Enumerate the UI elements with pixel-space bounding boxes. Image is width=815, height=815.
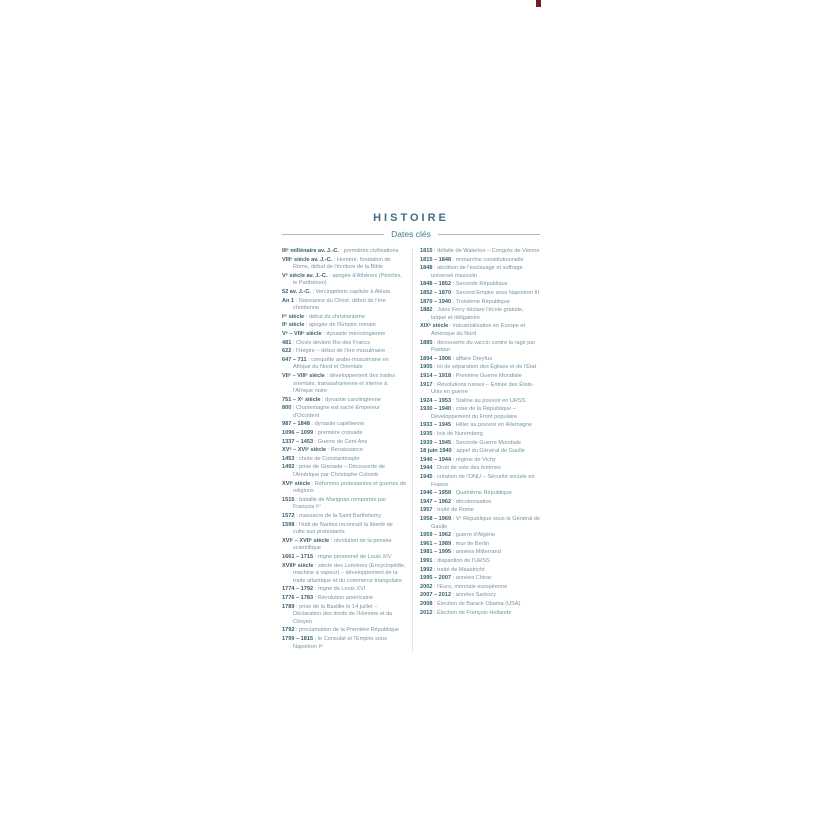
entry-separator: : — [451, 448, 457, 455]
timeline-entry — [420, 265, 540, 280]
timeline-entry — [420, 299, 540, 307]
entry-text: Vercingétorix capitule à Alésia — [315, 288, 390, 295]
entry-text: siècle des Lumières (Encyclopédie, machine à vapeur) – développement de la traite atlantique et du commerce triangulaire — [293, 562, 406, 584]
timeline-entry — [282, 497, 406, 512]
entry-date: IIᵉ siècle — [282, 322, 305, 329]
entry-separator: : — [326, 447, 331, 454]
timeline-entry — [420, 541, 540, 549]
entry-date: XVIᵉ – XVIIᵉ siècle — [282, 537, 330, 544]
timeline-entry — [282, 604, 406, 627]
entry-date: Vᵉ siècle av. J.-C. — [282, 272, 328, 279]
entry-text: Homère, fondation de Rome, début de l'écriture de la Bible — [293, 256, 391, 271]
entry-text: dynastie mérovingienne — [326, 330, 386, 337]
entry-separator: : — [432, 381, 438, 388]
timeline-entry — [420, 356, 540, 364]
entry-date: 1940 – 1944 — [420, 456, 452, 463]
timeline-entry — [420, 549, 540, 557]
entry-separator: : — [313, 430, 318, 437]
entry-text: création de l'ONU – Sécurité sociale en France — [431, 474, 535, 488]
entry-date: Iᵉʳ siècle — [282, 313, 305, 320]
timeline-entry — [282, 273, 406, 288]
entry-text: Révolution américaine — [317, 594, 374, 601]
entry-text: monarchie constitutionnelle — [455, 256, 524, 263]
entry-text: révolution de la pensée scientifique — [293, 537, 392, 552]
entry-date: 1946 – 1958 — [420, 490, 452, 497]
entry-date: 1958 – 1969 — [420, 516, 452, 522]
entry-separator: : — [291, 348, 297, 355]
entry-text: Hitler au pouvoir en Allemagne — [455, 422, 532, 429]
timeline-entry — [282, 405, 406, 420]
entry-separator: : — [291, 339, 297, 346]
timeline-entry — [282, 554, 406, 562]
timeline-entry — [420, 465, 540, 473]
entry-text: Jules Ferry déclare l'école gratuite, laïque et obligatoire — [431, 307, 524, 321]
page-title: HISTOIRE — [373, 212, 449, 224]
timeline-entry — [420, 431, 540, 439]
timeline-entry — [282, 248, 406, 256]
entry-date: 1991 — [420, 557, 433, 564]
entry-separator: : — [432, 600, 438, 607]
entry-date: 1789 — [282, 603, 295, 610]
entry-date: 1492 — [282, 464, 295, 471]
timeline-columns — [282, 248, 540, 652]
timeline-entry — [282, 456, 406, 464]
entry-separator: : — [294, 521, 300, 528]
entry-separator: : — [320, 396, 326, 403]
timeline-entry — [282, 595, 406, 603]
entry-separator: : — [451, 490, 456, 497]
entry-separator: : — [432, 465, 438, 472]
entry-separator: : — [294, 496, 300, 503]
timeline-entry — [420, 558, 540, 566]
entry-date: 1774 – 1792 — [282, 586, 314, 593]
entry-date: 1572 — [282, 513, 295, 519]
timeline-entry — [420, 340, 540, 355]
entry-separator: : — [327, 272, 333, 279]
entry-separator: : — [294, 603, 300, 610]
entry-separator: : — [451, 540, 456, 547]
entry-text: prise de Grenade – Découverte de l'Amérique par Christophe Colomb — [293, 464, 385, 479]
entry-separator: : — [432, 507, 438, 514]
timeline-entry — [282, 430, 406, 438]
entry-text: dynastie capétienne — [314, 421, 365, 428]
entry-separator: : — [432, 431, 438, 438]
timeline-entry — [282, 563, 406, 586]
timeline-entry — [420, 373, 540, 381]
timeline-entry — [282, 586, 406, 594]
entry-text: début du christianisme — [308, 313, 365, 320]
entry-date: 1337 – 1453 — [282, 438, 314, 445]
page-subtitle: Dates clés — [391, 229, 431, 239]
entry-date: 647 – 711 — [282, 356, 307, 363]
timeline-entry — [420, 499, 540, 507]
entry-separator: : — [294, 464, 300, 471]
entry-date: VIIᵉ – VIIIᵉ siècle — [282, 372, 325, 379]
subtitle-rule-right — [438, 234, 540, 235]
entry-date: 1515 — [282, 496, 295, 503]
entry-separator: : — [451, 298, 456, 305]
timeline-entry — [282, 439, 406, 447]
entry-text: Élection de Barack Obama (USA) — [437, 600, 521, 607]
entry-text: apogée d'Athènes (Périclès, le Parthénon) — [293, 272, 402, 287]
entry-text: traité de Rome — [437, 507, 474, 514]
entry-separator: : — [432, 566, 438, 573]
entry-date: 1852 – 1870 — [420, 289, 452, 296]
page-corner-mark — [536, 0, 541, 7]
entry-date: 1914 – 1918 — [420, 372, 452, 379]
timeline-entry — [420, 575, 540, 583]
entry-date: VIIIᵉ siècle av. J.-C. — [282, 256, 333, 263]
entry-separator: : — [294, 513, 300, 519]
entry-separator: : — [304, 313, 309, 320]
entry-date: 1885 — [420, 339, 433, 346]
entry-text: Quatrième République — [455, 490, 512, 497]
entry-date: 1945 — [420, 474, 433, 481]
entry-text: apogée de l'Empire romain — [309, 322, 376, 329]
entry-separator: : — [432, 364, 438, 371]
timeline-entry — [282, 331, 406, 339]
entry-text: dynastie carolingienne — [325, 396, 381, 403]
entry-text: abolition de l'esclavage et suffrage universel masculin — [431, 265, 523, 279]
entry-separator: : — [324, 372, 330, 379]
timeline-entry — [420, 474, 540, 489]
entry-text: défaite de Waterloo – Congrès de Vienne — [437, 248, 540, 254]
column-divider — [412, 249, 413, 651]
entry-text: Second Empire sous Napoléon III — [455, 289, 540, 296]
entry-separator: : — [294, 455, 300, 462]
entry-text: années Sarkozy — [455, 592, 496, 599]
entry-separator: : — [294, 627, 300, 634]
entry-separator: : — [321, 330, 327, 337]
entry-separator: : — [310, 421, 315, 428]
entry-text: première croisade — [317, 430, 363, 437]
entry-text: Révolutions russes – Entrée des États-Unis en guerre — [431, 381, 534, 396]
entry-separator: : — [304, 322, 309, 329]
entry-text: bataille de Marignan remportée par François Iᵉʳ — [293, 496, 387, 511]
entry-date: 1815 — [420, 248, 433, 254]
entry-text: Seconde République — [455, 281, 508, 288]
entry-text: Réformes protestantes et guerres de religions — [293, 480, 407, 495]
timeline-entry — [282, 322, 406, 330]
entry-separator: : — [310, 480, 315, 487]
entry-separator: : — [332, 256, 337, 263]
entry-text: décolonisation — [455, 498, 492, 505]
timeline-entry — [420, 323, 540, 338]
entry-text: Vᵉ République sous le Général de Gaulle — [431, 516, 540, 530]
timeline-entry — [420, 601, 540, 609]
entry-date: 1930 – 1940 — [420, 406, 452, 413]
timeline-entry — [420, 457, 540, 465]
timeline-column-right — [420, 248, 540, 652]
entry-date: 1939 – 1945 — [420, 439, 452, 446]
entry-text: Staline au pouvoir en URSS — [455, 397, 526, 404]
timeline-entry — [420, 507, 540, 515]
entry-separator: : — [329, 537, 334, 544]
timeline-entry — [420, 567, 540, 575]
entry-text: crise de la République – Développement du Front populaire — [431, 406, 518, 420]
entry-text: années Mitterrand — [455, 549, 501, 556]
entry-separator: : — [291, 405, 297, 412]
entry-separator: : — [451, 372, 456, 379]
entry-separator: : — [451, 289, 456, 296]
entry-separator: : — [313, 438, 318, 445]
timeline-entry — [282, 513, 406, 521]
entry-text: proclamation de la Première République — [299, 627, 399, 634]
entry-separator: : — [451, 406, 456, 413]
timeline-entry — [282, 627, 406, 635]
entry-separator: : — [451, 456, 456, 463]
entry-separator: : — [310, 288, 316, 295]
timeline-entry — [420, 290, 540, 298]
timeline-entry — [420, 281, 540, 289]
entry-date: 1848 — [420, 265, 433, 272]
entry-date: 1792 — [282, 627, 295, 634]
entry-text: Droit de vote des femmes — [437, 465, 501, 472]
entry-separator: : — [451, 575, 456, 582]
entry-separator: : — [448, 323, 453, 330]
timeline-entry — [282, 464, 406, 479]
timeline-entry — [420, 490, 540, 498]
entry-separator: : — [451, 256, 456, 263]
entry-date: An 1 — [282, 297, 295, 304]
entry-date: 1933 – 1945 — [420, 422, 452, 429]
timeline-entry — [282, 397, 406, 405]
entry-separator: : — [451, 281, 456, 288]
timeline-entry — [420, 382, 540, 397]
entry-text: premières civilisations — [343, 248, 399, 254]
timeline-entry — [282, 289, 406, 297]
entry-text: règne de Louis XVI — [317, 586, 366, 593]
entry-date: 18 juin 1940 — [420, 448, 452, 455]
entry-date: 1848 – 1852 — [420, 281, 452, 288]
entry-text: l'Euro, monnaie européenne — [437, 583, 508, 590]
entry-separator: : — [451, 592, 456, 599]
entry-text: Élection de François Hollande — [437, 609, 512, 616]
entry-date: 1661 – 1715 — [282, 553, 314, 560]
timeline-entry — [420, 532, 540, 540]
content-area — [282, 212, 540, 652]
entry-date: 1776 – 1783 — [282, 594, 314, 601]
timeline-entry — [420, 364, 540, 372]
entry-date: 1882 — [420, 307, 433, 314]
entry-separator: : — [432, 265, 438, 272]
entry-text: appel du Général de Gaulle — [456, 448, 525, 455]
entry-separator: : — [451, 355, 456, 362]
entry-date: 2002 — [420, 583, 433, 590]
entry-date: 1598 — [282, 521, 295, 528]
entry-date: 52 av. J.-C. — [282, 288, 311, 295]
entry-separator: : — [432, 474, 438, 481]
entry-separator: : — [432, 339, 438, 346]
entry-date: 987 – 1848 — [282, 421, 310, 428]
entry-text: Clovis devient Roi des Francs — [296, 339, 371, 346]
entry-date: 1947 – 1962 — [420, 498, 452, 505]
entry-separator: : — [313, 635, 318, 642]
entry-text: Charlemagne est sacré Empereur d'Occident — [293, 405, 380, 419]
entry-date: 1453 — [282, 455, 295, 462]
entry-date: XVIIIᵉ siècle — [282, 562, 314, 569]
entry-separator: : — [451, 439, 456, 446]
entry-text: Seconde Guerre Mondiale — [455, 439, 522, 446]
entry-text: l'édit de Nantes reconnaît la liberté de culte aux protestants — [293, 521, 393, 536]
entry-text: disparition de l'URSS — [437, 557, 490, 564]
entry-separator: : — [451, 422, 456, 429]
entry-separator: : — [451, 397, 456, 404]
timeline-entry — [420, 592, 540, 600]
entry-text: industrialisation en Europe et Amérique du Nord — [431, 323, 526, 337]
timeline-entry — [420, 584, 540, 592]
entry-date: 1870 – 1940 — [420, 298, 452, 305]
entry-date: 1981 – 1995 — [420, 549, 452, 556]
entry-text: années Chirac — [455, 575, 492, 582]
entry-date: XIXᵉ siècle — [420, 323, 449, 330]
entry-text: règne personnel de Louis XIV — [317, 553, 392, 560]
entry-text: mur de Berlin — [455, 540, 490, 547]
timeline-entry — [282, 538, 406, 553]
entry-date: 2012 — [420, 609, 433, 616]
entry-date: 2007 – 2012 — [420, 592, 452, 599]
timeline-entry — [282, 421, 406, 429]
entry-date: 1961 – 1989 — [420, 540, 452, 547]
entry-separator: : — [451, 498, 456, 505]
entry-date: 800 — [282, 405, 292, 412]
entry-text: l'Hégire – début de l'ère musulmane — [296, 348, 386, 355]
timeline-entry — [282, 373, 406, 396]
entry-text: découverte du vaccin contre la rage par Pasteur — [431, 339, 536, 354]
entry-date: 1959 – 1962 — [420, 532, 452, 539]
entry-date: 1799 – 1815 — [282, 635, 314, 642]
timeline-entry — [420, 448, 540, 456]
entry-text: lois de Nuremberg — [437, 431, 483, 438]
timeline-entry — [282, 340, 406, 348]
entry-separator: : — [313, 594, 318, 601]
entry-separator: : — [339, 248, 344, 254]
entry-separator: : — [313, 562, 319, 569]
timeline-entry — [282, 481, 406, 496]
entry-date: XVIᵉ siècle — [282, 480, 311, 487]
entry-date: 1957 — [420, 507, 433, 514]
entry-text: affaire Dreyfus — [455, 355, 493, 362]
entry-separator: : — [313, 586, 318, 593]
entry-date: 1992 — [420, 566, 433, 573]
entry-separator: : — [451, 516, 456, 522]
timeline-entry — [282, 298, 406, 313]
entry-text: Première Guerre Mondiale — [455, 372, 522, 379]
timeline-entry — [420, 610, 540, 618]
entry-separator: : — [313, 553, 318, 560]
timeline-entry — [282, 314, 406, 322]
timeline-entry — [282, 257, 406, 272]
entry-separator: : — [432, 248, 438, 254]
entry-date: 1894 – 1906 — [420, 355, 452, 362]
subtitle-rule-left — [282, 234, 384, 235]
entry-date: 1815 – 1848 — [420, 256, 452, 263]
entry-text: Renaissance — [330, 447, 364, 454]
entry-text: chute de Constantinople — [299, 455, 360, 462]
timeline-entry — [282, 348, 406, 356]
entry-date: 1905 — [420, 364, 433, 371]
timeline-entry — [420, 248, 540, 256]
timeline-entry — [420, 422, 540, 430]
entry-separator: : — [294, 297, 299, 304]
timeline-entry — [420, 516, 540, 531]
entry-date: 1944 — [420, 465, 433, 472]
entry-date: Vᵉ – VIIIᵉ siècle — [282, 330, 322, 337]
entry-date: 1924 – 1953 — [420, 397, 452, 404]
entry-date: IIIᵉ millénaire av. J.-C. — [282, 248, 340, 254]
entry-date: 2008 — [420, 600, 433, 607]
entry-separator: : — [432, 557, 438, 564]
entry-text: guerre d'Algérie — [455, 532, 496, 539]
entry-text: régime de Vichy — [455, 456, 496, 463]
entry-text: développement des traites orientale, transsaharienne et interne à l'Afrique noire — [293, 372, 396, 395]
entry-date: 622 — [282, 348, 292, 355]
entry-text: Troisième République — [455, 298, 510, 305]
entry-text: massacre de la Saint Barthélemy — [299, 513, 382, 519]
entry-separator: : — [451, 549, 456, 556]
entry-separator: : — [432, 609, 438, 616]
timeline-entry — [420, 307, 540, 322]
entry-date: 751 – Xᵉ siècle — [282, 396, 321, 403]
timeline-entry — [420, 398, 540, 406]
timeline-column-left — [282, 248, 406, 652]
timeline-entry — [420, 406, 540, 421]
entry-separator: : — [451, 532, 456, 539]
entry-text: Naissance du Christ, début de l'ère chrétienne — [293, 297, 386, 312]
timeline-entry — [282, 447, 406, 455]
entry-date: XVᵉ – XVIᵉ siècle — [282, 447, 327, 454]
entry-separator: : — [306, 356, 312, 363]
entry-date: 1096 – 1099 — [282, 430, 314, 437]
timeline-entry — [282, 522, 406, 537]
timeline-entry — [420, 257, 540, 265]
entry-date: 1935 — [420, 431, 433, 438]
entry-date: 1917 — [420, 381, 433, 388]
entry-text: loi de séparation des Églises et de l'État — [437, 364, 537, 371]
timeline-entry — [282, 357, 406, 372]
entry-separator: : — [432, 307, 438, 314]
subtitle-row — [282, 229, 540, 239]
entry-text: prise de la Bastille le 14 juillet – Déclaration des droits de l'Homme et du Citoyen — [293, 603, 393, 625]
entry-date: 481 — [282, 339, 292, 346]
entry-text: Guerre de Cent Ans — [317, 438, 368, 445]
entry-date: 1995 – 2007 — [420, 575, 452, 582]
entry-text: conquête arabo-musulmane en Afrique du Nord et Orientale — [293, 356, 389, 371]
timeline-entry — [282, 636, 406, 651]
entry-text: traité de Maastricht — [437, 566, 485, 573]
timeline-entry — [420, 440, 540, 448]
entry-text: le Consulat et l'Empire sous Napoléon Iᵉʳ — [293, 635, 387, 650]
entry-separator: : — [432, 583, 438, 590]
